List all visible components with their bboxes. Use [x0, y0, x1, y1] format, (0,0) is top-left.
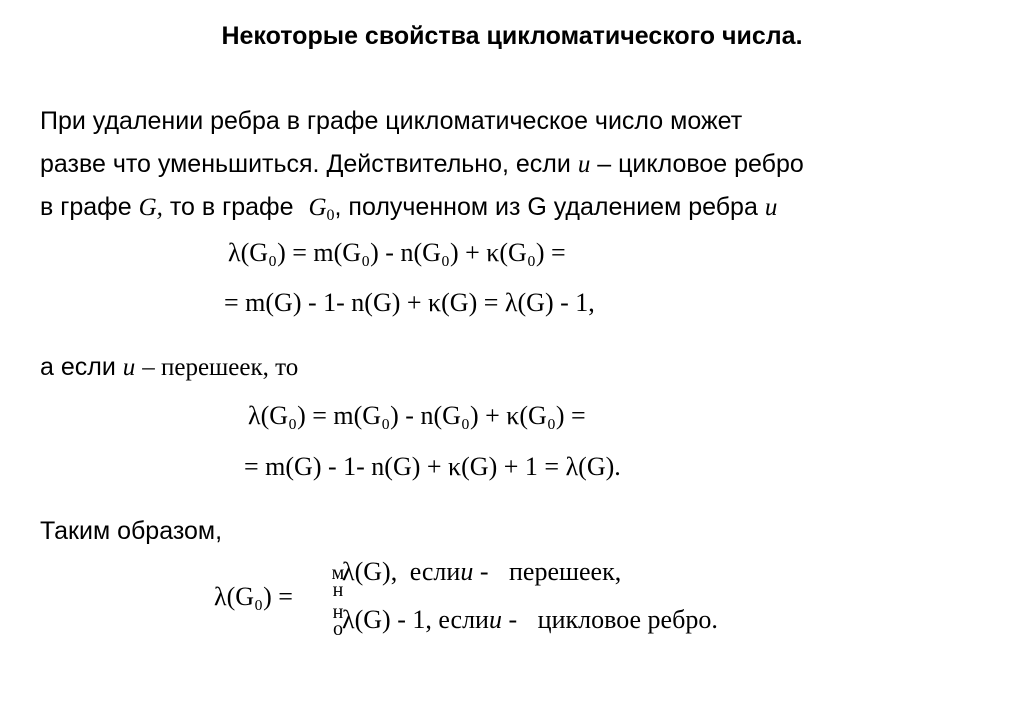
- bridge-line: [40, 346, 1010, 389]
- bridge-var-u: u: [122, 354, 136, 381]
- intro-var-u2: u: [764, 194, 778, 221]
- case2-text: цикловое ребро.: [537, 605, 718, 634]
- case-cycle-edge: [342, 605, 718, 635]
- formula2-line1: λ(G₀) = m(G₀) - n(G₀) + κ(G₀) =: [248, 401, 586, 430]
- bridge-text-a: а если: [40, 353, 116, 381]
- piecewise-brace-glyph-2: н: [332, 579, 344, 601]
- case1-value: λ(G),: [342, 557, 398, 586]
- formula1-line1: λ(G₀) = m(G₀) - n(G₀) + κ(G₀) =: [228, 238, 566, 267]
- formula1-line2: = m(G) - 1- n(G) + κ(G) = λ(G) - 1,: [224, 288, 595, 317]
- case2-cond: если: [438, 605, 489, 634]
- case1-var-u: u: [460, 557, 474, 586]
- intro-var-G0-base: G: [308, 194, 327, 221]
- intro-line-1: [40, 100, 1010, 143]
- intro-text-3a: в графе: [40, 193, 132, 221]
- intro-text-1: При удалении ребра в графе цикломатическое число может: [40, 107, 743, 135]
- conclusion-lhs: λ(G₀) =: [214, 582, 293, 611]
- intro-var-u: u: [577, 151, 591, 178]
- intro-text-3b: то в графе: [169, 193, 294, 221]
- intro-var-G: G,: [138, 194, 163, 221]
- piecewise-brace-glyph-4: о: [333, 618, 343, 640]
- conclusion-intro: Таким образом,: [40, 517, 223, 545]
- case1-text: перешеек,: [509, 557, 622, 586]
- intro-line-2: [40, 143, 1010, 186]
- case2-value: λ(G) - 1,: [342, 605, 432, 634]
- case2-var-u: u: [488, 605, 502, 634]
- intro-var-G0-sub: 0: [326, 207, 335, 224]
- formula2-line2: = m(G) - 1- n(G) + κ(G) + 1 = λ(G).: [244, 452, 621, 481]
- bridge-text-b: – перешеек, то: [142, 354, 299, 381]
- case1-cond: если: [409, 557, 461, 586]
- piecewise-brace-glyph-1: м: [331, 562, 345, 584]
- intro-line-3: [40, 186, 1010, 229]
- intro-text-2a: разве что уменьшиться. Действительно, если: [40, 150, 571, 178]
- case1-dash: -: [479, 557, 489, 586]
- slide-title: Некоторые свойства цикломатического числа.: [221, 22, 803, 50]
- intro-text-2b: – цикловое ребро: [597, 150, 804, 178]
- case-bridge: [342, 557, 621, 587]
- intro-text-3c: , полученном из G удалением ребра: [334, 193, 758, 221]
- intro-var-G0: [308, 194, 335, 224]
- case2-dash: -: [508, 605, 518, 634]
- piecewise-brace-glyph-3: н: [332, 601, 344, 623]
